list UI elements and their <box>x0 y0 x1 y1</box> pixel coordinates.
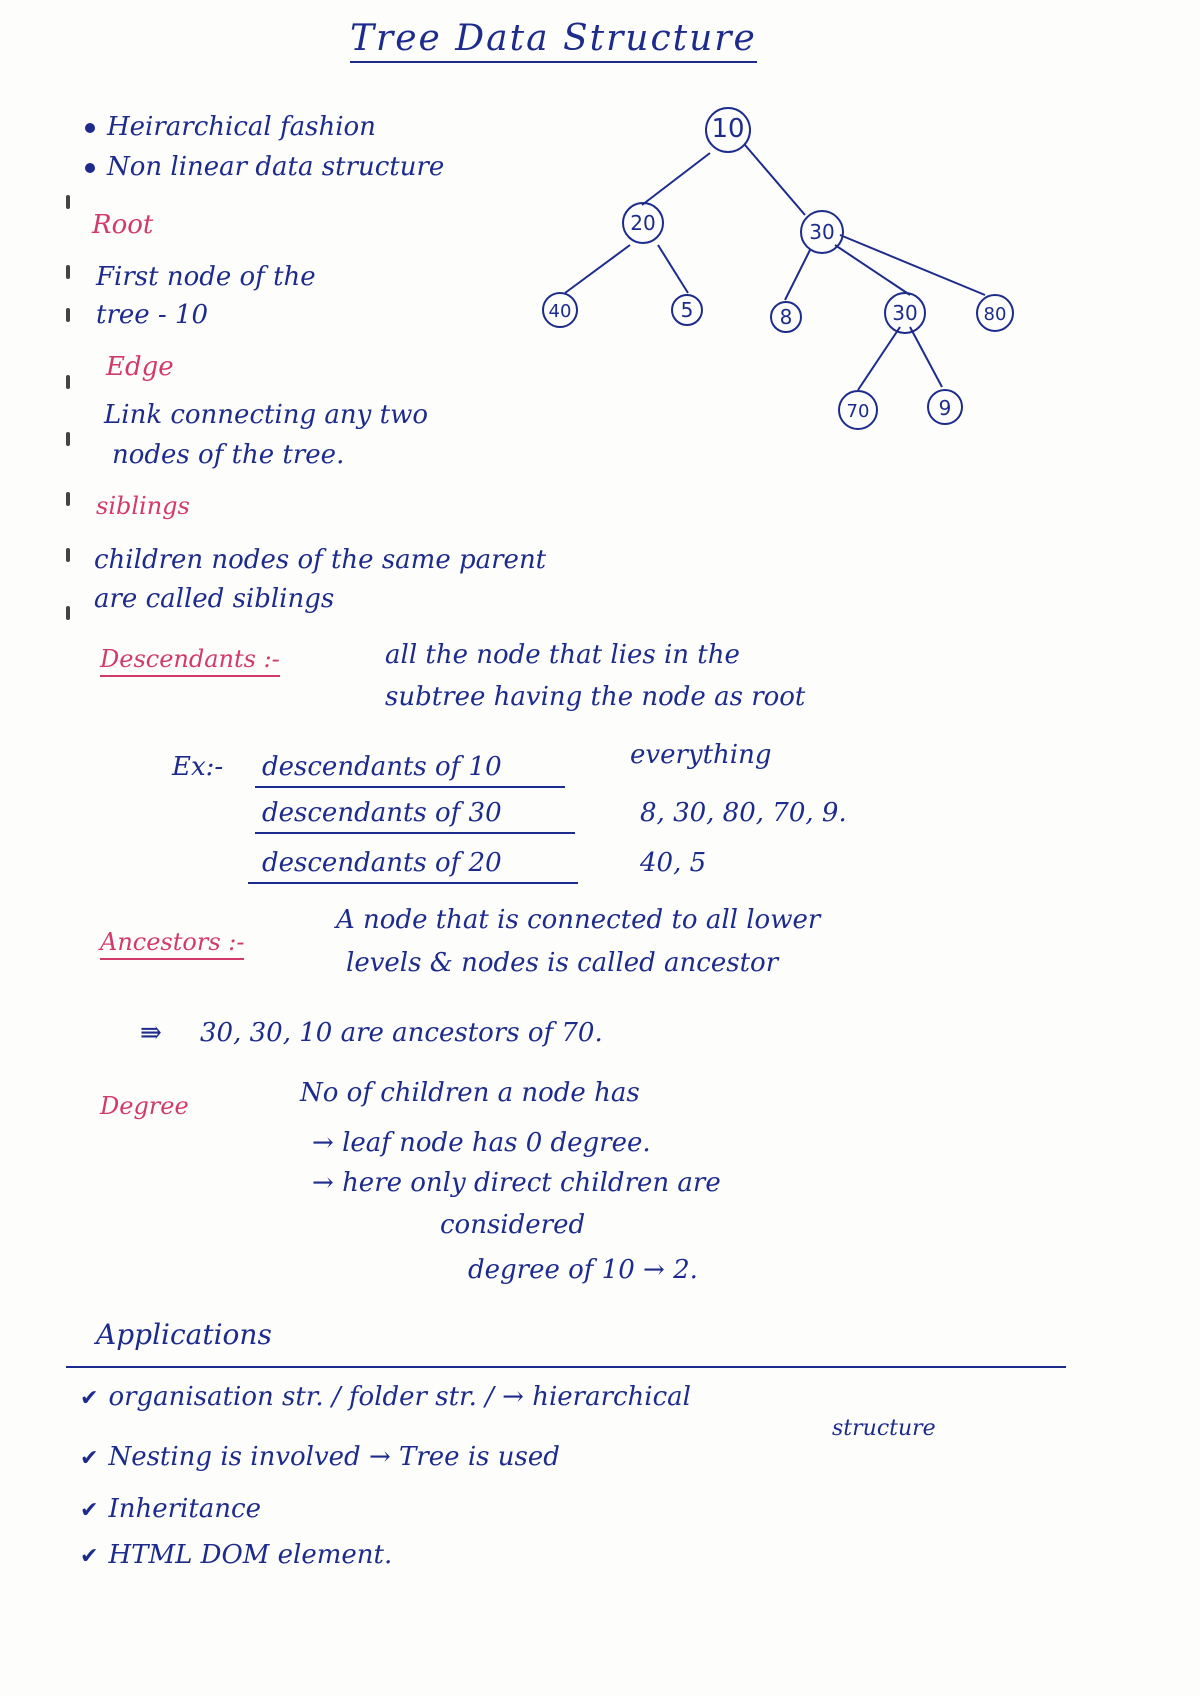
applications-heading: Applications <box>96 1318 272 1351</box>
edge-line <box>910 327 942 387</box>
descendants-text: all the node that lies in the <box>385 640 740 670</box>
node-label: 30 <box>892 301 918 325</box>
example-label: Ex:- <box>172 752 224 782</box>
margin-mark <box>66 195 70 209</box>
edge-line <box>745 145 805 215</box>
degree-point-cont: considered <box>440 1210 586 1240</box>
root-heading: Root <box>92 210 154 240</box>
ancestors-text: levels & nodes is called ancestor <box>346 948 779 978</box>
ancestors-example: 30, 30, 10 are ancestors of 70. <box>200 1018 603 1048</box>
degree-point: → leaf node has 0 degree. <box>312 1128 651 1158</box>
check-icon: ✔ <box>80 1544 99 1569</box>
siblings-text: children nodes of the same parent <box>94 545 547 575</box>
descendants-example-value: 8, 30, 80, 70, 9. <box>640 798 847 828</box>
ancestors-text: A node that is connected to all lower <box>336 905 821 935</box>
node-label: 40 <box>548 301 572 322</box>
node-label: 10 <box>711 114 745 144</box>
edge-text: Link connecting any two <box>104 400 428 430</box>
arrow-icon: ⇛ <box>140 1018 162 1048</box>
margin-mark <box>66 375 70 389</box>
root-text: tree - 10 <box>96 300 209 330</box>
descendants-example-label: descendants of 30 <box>262 798 502 828</box>
degree-example: degree of 10 → 2. <box>468 1255 698 1285</box>
node-label: 70 <box>846 401 870 422</box>
margin-mark <box>66 265 70 279</box>
margin-mark <box>66 432 70 446</box>
ancestors-heading: Ancestors :- <box>100 928 244 960</box>
descendants-example-label: descendants of 20 <box>262 848 502 878</box>
underline <box>255 786 565 788</box>
intro-item: Heirarchical fashion <box>85 112 376 142</box>
descendants-heading: Descendants :- <box>100 645 280 677</box>
descendants-example-label: descendants of 10 <box>262 752 502 782</box>
edge-line <box>858 327 900 390</box>
edge-heading: Edge <box>106 352 174 382</box>
edge-line <box>785 250 810 300</box>
check-icon: ✔ <box>80 1446 99 1471</box>
application-item-cont: structure <box>832 1416 936 1441</box>
application-item: ✔ Inheritance <box>80 1494 261 1524</box>
margin-mark <box>66 606 70 620</box>
page-title: Tree Data Structure <box>350 18 757 63</box>
underline <box>255 832 575 834</box>
edge-line <box>658 245 688 293</box>
descendants-example-value: everything <box>630 740 772 770</box>
margin-mark <box>66 548 70 562</box>
edge-line <box>565 245 630 293</box>
edge-text: nodes of the tree. <box>112 440 345 470</box>
descendants-example-value: 40, 5 <box>640 848 707 878</box>
node-label: 9 <box>938 396 952 420</box>
application-item: ✔ organisation str. / folder str. / → hierarchical <box>80 1382 691 1412</box>
degree-heading: Degree <box>100 1092 189 1120</box>
intro-item: Non linear data structure <box>85 152 444 182</box>
edge-line <box>840 235 985 295</box>
application-item: ✔ HTML DOM element. <box>80 1540 393 1570</box>
root-text: First node of the <box>96 262 316 292</box>
tree-diagram <box>520 95 1040 455</box>
margin-mark <box>66 308 70 322</box>
node-label: 80 <box>983 304 1007 325</box>
margin-mark <box>66 492 70 506</box>
edge-line <box>642 153 710 205</box>
check-icon: ✔ <box>80 1498 99 1523</box>
node-label: 8 <box>779 305 793 329</box>
divider <box>66 1366 1066 1368</box>
siblings-heading: siblings <box>96 492 190 520</box>
application-item: ✔ Nesting is involved → Tree is used <box>80 1442 560 1472</box>
check-icon: ✔ <box>80 1386 99 1411</box>
node-label: 5 <box>680 298 694 322</box>
underline <box>248 882 578 884</box>
siblings-text: are called siblings <box>94 584 335 614</box>
degree-text: No of children a node has <box>300 1078 640 1108</box>
edge-line <box>835 245 910 295</box>
node-label: 20 <box>630 211 656 235</box>
degree-point: → here only direct children are <box>312 1168 721 1198</box>
node-label: 30 <box>809 220 835 244</box>
descendants-text: subtree having the node as root <box>385 682 806 712</box>
